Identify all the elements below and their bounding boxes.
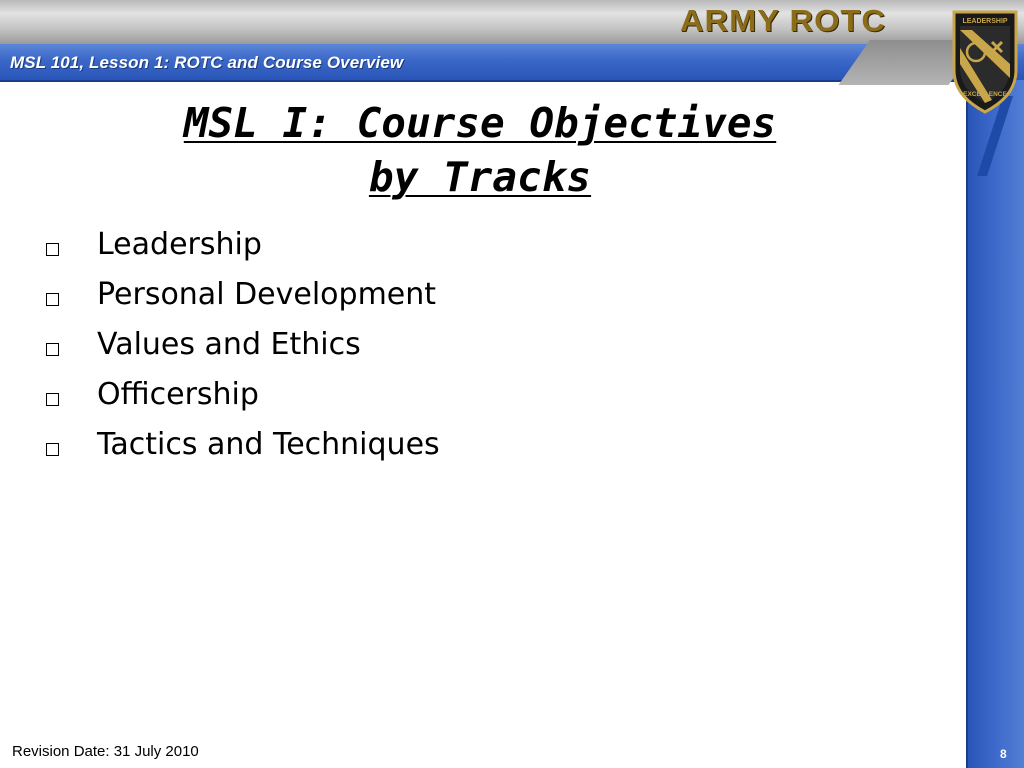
- slide-title-line2: by Tracks: [368, 153, 592, 201]
- square-bullet-icon: [46, 343, 59, 356]
- army-rotc-logo-text: ARMY ROTC: [680, 3, 886, 38]
- svg-text:LEADERSHIP: LEADERSHIP: [962, 18, 1008, 25]
- square-bullet-icon: [46, 443, 59, 456]
- square-bullet-icon: [46, 393, 59, 406]
- list-item-text: Tactics and Techniques: [97, 427, 440, 462]
- slide-title-line1: MSL I: Course Objectives: [183, 99, 777, 147]
- list-item-text: Leadership: [97, 227, 262, 262]
- revision-date: Revision Date: 31 July 2010: [12, 743, 199, 760]
- page-number: 8: [1000, 747, 1007, 761]
- list-item-text: Officership: [97, 377, 259, 412]
- rotc-shield-emblem-icon: [948, 8, 1022, 116]
- svg-text:EXCELLENCE: EXCELLENCE: [963, 91, 1007, 98]
- lesson-title: MSL 101, Lesson 1: ROTC and Course Overview: [10, 53, 404, 72]
- list-item-text: Values and Ethics: [97, 327, 361, 362]
- slide-title: [100, 96, 860, 204]
- right-rail: [966, 80, 1024, 768]
- list-item-text: Personal Development: [97, 277, 437, 312]
- square-bullet-icon: [46, 243, 59, 256]
- square-bullet-icon: [46, 293, 59, 306]
